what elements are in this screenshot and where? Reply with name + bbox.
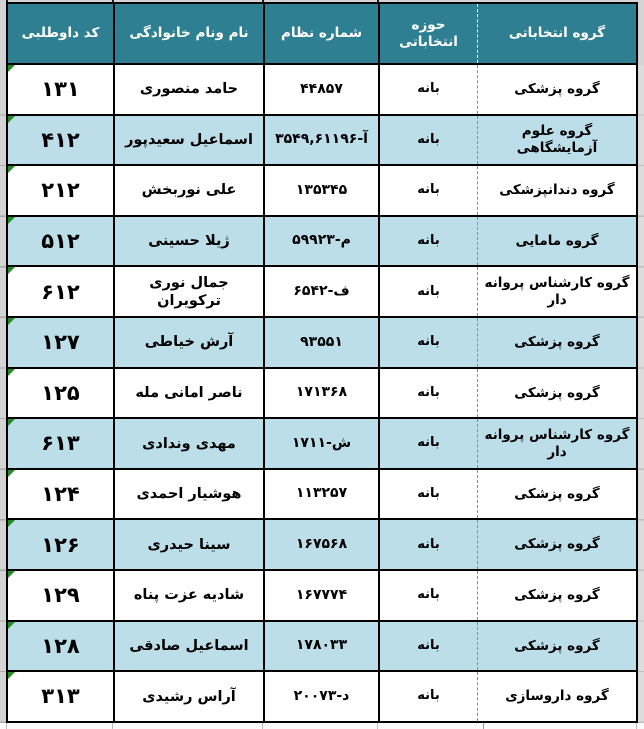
cell-error-indicator-icon: [8, 419, 15, 426]
registration-number-cell[interactable]: [263, 470, 378, 519]
electoral-group: گروه پزشکی: [514, 384, 600, 401]
full-name-cell[interactable]: [113, 369, 263, 418]
full-name-cell[interactable]: [113, 571, 263, 620]
table-row: [8, 369, 636, 420]
sheet-right-margin: [638, 65, 644, 723]
candidate-code-cell[interactable]: [8, 166, 113, 215]
candidate-code-cell[interactable]: [8, 267, 113, 316]
full-name-cell[interactable]: [113, 166, 263, 215]
registration-number-cell[interactable]: [263, 65, 378, 114]
electoral-group-cell[interactable]: [477, 166, 636, 215]
header-label: گروه انتخاباتی: [508, 25, 606, 42]
district-cell[interactable]: [378, 571, 477, 620]
cell-error-indicator-icon: [8, 65, 15, 72]
candidate-code-cell[interactable]: [8, 470, 113, 519]
grid-tick: [377, 723, 378, 729]
candidate-code: ۵۱۲: [41, 229, 80, 253]
registration-number-cell[interactable]: [263, 318, 378, 367]
header-registration-no[interactable]: [263, 4, 378, 63]
candidate-code: ۶۱۳: [41, 431, 80, 456]
electoral-group: گروه پزشکی: [514, 586, 600, 603]
candidate-code: ۱۳۱: [41, 77, 80, 102]
district: بانه: [417, 182, 440, 198]
electoral-group-cell[interactable]: [477, 116, 636, 165]
district-cell[interactable]: [378, 166, 477, 215]
cell-error-indicator-icon: [8, 571, 15, 578]
full-name: جمال نوری ترکویران: [149, 274, 229, 309]
full-name-cell[interactable]: [113, 116, 263, 165]
table-row: [8, 571, 636, 622]
district: بانه: [417, 81, 440, 97]
cell-error-indicator-icon: [8, 166, 15, 173]
district: بانه: [417, 131, 440, 147]
district: بانه: [417, 283, 440, 299]
registration-number-cell[interactable]: [263, 571, 378, 620]
full-name: مهدی وندادی: [142, 435, 236, 452]
registration-number: م-۵۹۹۲۳: [292, 232, 351, 249]
candidate-code: ۱۲۶: [41, 532, 80, 557]
electoral-group: گروه مامایی: [515, 232, 599, 249]
electoral-group: گروه پزشکی: [514, 333, 600, 350]
registration-number-cell[interactable]: [263, 419, 378, 468]
district-cell[interactable]: [378, 672, 477, 721]
district: بانه: [417, 536, 440, 552]
electoral-group-cell[interactable]: [477, 217, 636, 266]
candidates-table: [6, 2, 638, 723]
registration-number: ۱۶۷۵۶۸: [295, 536, 348, 553]
electoral-group-cell[interactable]: [477, 65, 636, 114]
candidate-code-cell[interactable]: [8, 672, 113, 721]
cell-error-indicator-icon: [8, 318, 15, 325]
registration-number: ۱۷۱۳۶۸: [295, 384, 348, 401]
full-name-cell[interactable]: [113, 419, 263, 468]
candidate-code: ۱۲۹: [41, 583, 80, 608]
full-name: آرش خیاطی: [144, 334, 234, 351]
table-row: [8, 65, 636, 116]
page-break-line: [483, 723, 484, 729]
cell-error-indicator-icon: [8, 470, 15, 477]
electoral-group-cell[interactable]: [477, 470, 636, 519]
cell-error-indicator-icon: [8, 672, 15, 679]
table-row: [8, 672, 636, 721]
electoral-group: گروه داروسازی: [505, 688, 609, 705]
electoral-group-cell[interactable]: [477, 318, 636, 367]
candidate-code-cell[interactable]: [8, 65, 113, 114]
header-full-name[interactable]: [113, 4, 263, 63]
district-cell[interactable]: [378, 217, 477, 266]
full-name: ناصر امانی مله: [135, 384, 243, 401]
district: بانه: [417, 587, 440, 603]
sheet-bottom-margin: [0, 723, 644, 729]
registration-number: آ-۳۵۴۹,۶۱۱۹۶: [275, 131, 368, 148]
full-name: هوشیار احمدی: [136, 486, 242, 503]
grid-tick: [636, 723, 637, 729]
registration-number-cell[interactable]: [263, 672, 378, 721]
electoral-group: گروه کارشناس پروانه دار: [484, 274, 630, 308]
district-cell[interactable]: [378, 267, 477, 316]
full-name: سینا حیدری: [147, 536, 231, 553]
district-cell[interactable]: [378, 116, 477, 165]
registration-number: ۴۴۸۵۷: [300, 80, 343, 97]
full-name: آراس رشیدی: [142, 688, 236, 705]
cell-error-indicator-icon: [8, 520, 15, 527]
table-row: [8, 622, 636, 673]
electoral-group: گروه دندانپزشکی: [499, 182, 615, 199]
candidate-code: ۱۲۴: [41, 482, 80, 507]
full-name: اسماعیل صادقی: [129, 637, 249, 654]
table-row: [8, 318, 636, 369]
electoral-group: گروه پزشکی: [514, 637, 600, 654]
full-name: حامد منصوری: [139, 81, 239, 98]
district: بانه: [417, 486, 440, 502]
grid-tick: [262, 723, 263, 729]
registration-number: ۱۳۵۳۴۵: [295, 181, 348, 198]
electoral-group-cell[interactable]: [477, 622, 636, 671]
district-cell[interactable]: [378, 65, 477, 114]
candidate-code: ۶۱۲: [41, 279, 80, 304]
registration-number-cell[interactable]: [263, 267, 378, 316]
registration-number-cell[interactable]: [263, 369, 378, 418]
table-row: [8, 470, 636, 521]
candidate-code-cell[interactable]: [8, 571, 113, 620]
district: بانه: [417, 435, 440, 451]
electoral-group-cell[interactable]: [477, 571, 636, 620]
registration-number: ش-۱۷۱۱: [291, 434, 352, 451]
registration-number: ۹۳۵۵۱: [300, 333, 343, 350]
header-candidate-code[interactable]: [8, 4, 113, 63]
district-cell[interactable]: [378, 419, 477, 468]
registration-number: ۱۱۳۲۵۷: [295, 485, 348, 502]
electoral-group-cell[interactable]: [477, 520, 636, 569]
candidate-code-cell[interactable]: [8, 217, 113, 266]
full-name-cell[interactable]: [113, 318, 263, 367]
cell-error-indicator-icon: [8, 369, 15, 376]
candidate-code: ۱۲۸: [41, 633, 80, 658]
full-name-cell[interactable]: [113, 267, 263, 316]
candidate-code-cell[interactable]: [8, 369, 113, 418]
electoral-group: گروه کارشناس پروانه دار: [484, 426, 630, 460]
district-cell[interactable]: [378, 318, 477, 367]
header-district[interactable]: [378, 4, 477, 63]
cell-error-indicator-icon: [8, 217, 15, 224]
electoral-group: گروه پزشکی: [514, 80, 600, 97]
registration-number-cell[interactable]: [263, 622, 378, 671]
table-row: [8, 419, 636, 470]
grid-tick: [6, 723, 7, 729]
cell-error-indicator-icon: [8, 622, 15, 629]
electoral-group-cell[interactable]: [477, 419, 636, 468]
district: بانه: [417, 233, 440, 248]
full-name-cell[interactable]: [113, 217, 263, 266]
candidate-code-cell[interactable]: [8, 318, 113, 367]
registration-number-cell[interactable]: [263, 116, 378, 165]
full-name-cell[interactable]: [113, 622, 263, 671]
candidate-code-cell[interactable]: [8, 419, 113, 468]
electoral-group: گروه پزشکی: [514, 485, 600, 502]
registration-number: ف-۶۵۴۲: [293, 282, 350, 299]
header-label: نام ونام خانوادگی: [129, 25, 249, 42]
full-name-cell[interactable]: [113, 65, 263, 114]
district: بانه: [417, 688, 440, 704]
header-label: حوزه انتخاباتی: [399, 16, 458, 50]
district-cell[interactable]: [378, 622, 477, 671]
candidate-code-cell[interactable]: [8, 116, 113, 165]
electoral-group-cell[interactable]: [477, 369, 636, 418]
full-name: ژیلا حسینی: [148, 233, 230, 250]
registration-number: ۱۶۷۷۷۴: [295, 586, 348, 603]
full-name: شادیه عزت پناه: [133, 587, 245, 604]
table-row: [8, 267, 636, 318]
district-cell[interactable]: [378, 470, 477, 519]
district: بانه: [417, 334, 440, 350]
full-name-cell[interactable]: [113, 520, 263, 569]
header-electoral-group[interactable]: [477, 4, 636, 63]
registration-number-cell[interactable]: [263, 217, 378, 266]
full-name: اسماعیل سعیدپور: [125, 131, 253, 148]
candidate-code: ۴۱۲: [41, 127, 80, 152]
cell-error-indicator-icon: [8, 267, 15, 274]
header-label: شماره نظام: [280, 25, 363, 42]
district: بانه: [417, 384, 440, 400]
candidate-code-cell[interactable]: [8, 520, 113, 569]
district: بانه: [417, 637, 440, 653]
electoral-group: گروه علوم آزمایشگاهی: [516, 123, 598, 156]
grid-tick: [112, 723, 113, 729]
registration-number-cell[interactable]: [263, 520, 378, 569]
registration-number: ۱۷۸۰۳۳: [295, 637, 348, 654]
candidate-code: ۳۱۳: [41, 684, 80, 709]
full-name: علی نوربخش: [141, 182, 237, 199]
header-label: کد داوطلبی: [21, 25, 100, 42]
district-cell[interactable]: [378, 369, 477, 418]
table-row: [8, 217, 636, 268]
electoral-group-cell[interactable]: [477, 672, 636, 721]
candidate-code-cell[interactable]: [8, 622, 113, 671]
full-name-cell[interactable]: [113, 672, 263, 721]
candidate-code: ۱۲۷: [41, 330, 80, 355]
registration-number-cell[interactable]: [263, 166, 378, 215]
cell-error-indicator-icon: [8, 116, 15, 123]
table-row: [8, 166, 636, 217]
table-row: [8, 520, 636, 571]
registration-number: د-۲۰۰۷۳: [293, 687, 350, 704]
full-name-cell[interactable]: [113, 470, 263, 519]
district-cell[interactable]: [378, 520, 477, 569]
table-header-row: [8, 4, 636, 65]
candidate-code: ۲۱۲: [41, 178, 80, 203]
table-row: [8, 116, 636, 167]
electoral-group: گروه پزشکی: [514, 536, 600, 553]
candidate-code: ۱۲۵: [41, 380, 80, 405]
electoral-group-cell[interactable]: [477, 267, 636, 316]
